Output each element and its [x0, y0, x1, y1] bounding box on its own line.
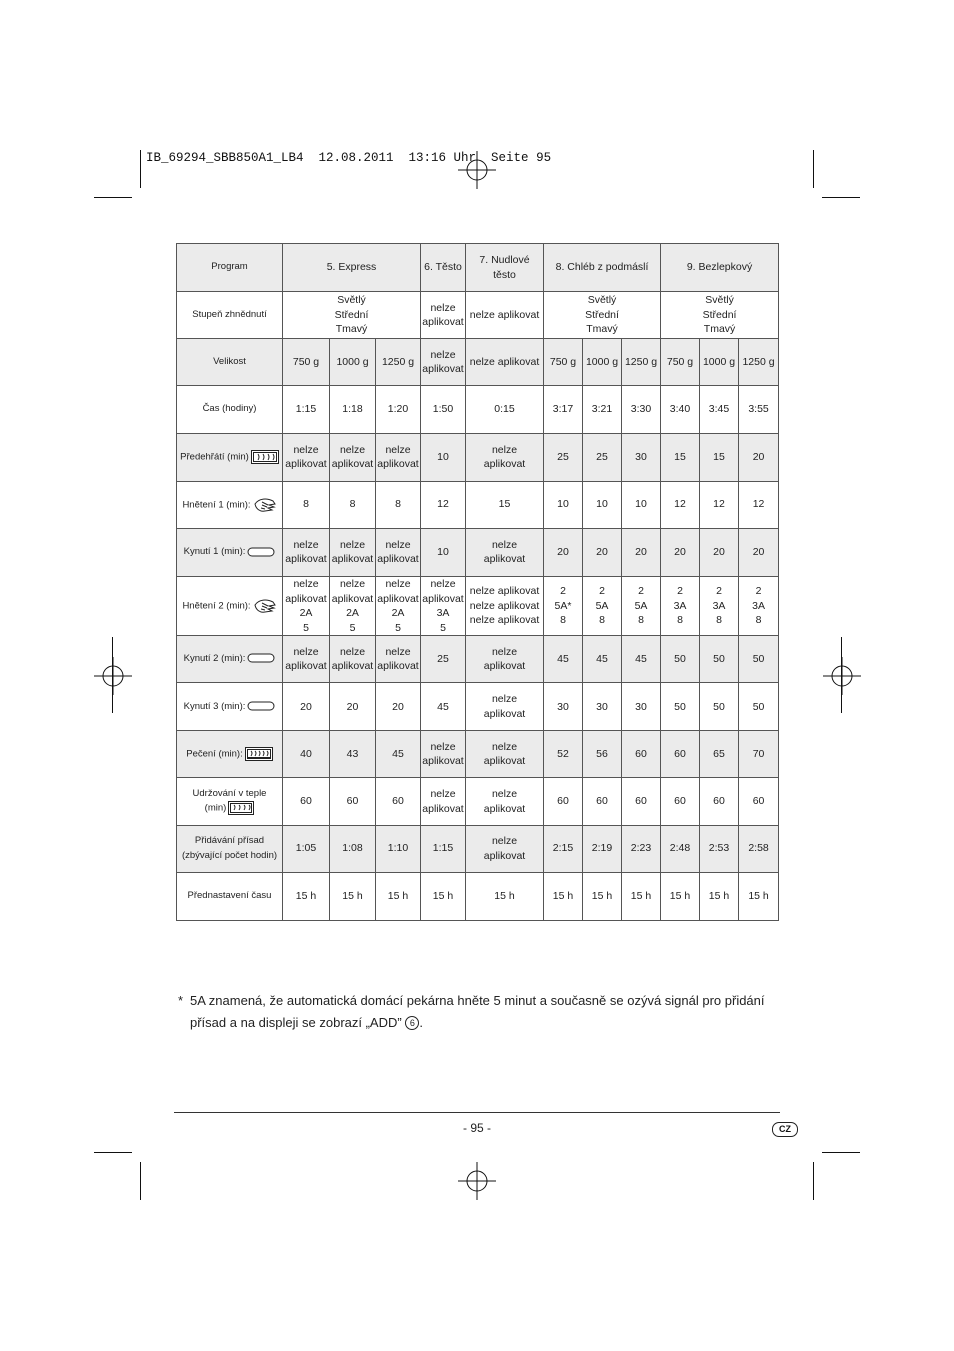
table-cell: 8: [283, 481, 330, 528]
row-header: Přidávání přísad (zbývající počet hodin): [177, 825, 283, 872]
table-cell: 12: [739, 481, 779, 528]
table-cell: 15 h: [421, 872, 466, 920]
reference-number-6: 6: [405, 1016, 419, 1030]
language-badge: CZ: [772, 1122, 798, 1137]
table-cell: 3:17: [544, 386, 583, 433]
program-header: 9. Bezlepkový: [661, 244, 779, 292]
table-cell: 50: [739, 683, 779, 731]
table-cell: 20: [622, 528, 661, 576]
rise-icon: [245, 653, 275, 664]
size-cell: 1000 g: [330, 339, 376, 386]
row-header: Kynutí 1 (min):: [177, 528, 283, 576]
table-cell: 2 3A 8: [661, 576, 700, 635]
crop-mark: [140, 150, 141, 188]
size-cell: 750 g: [544, 339, 583, 386]
table-cell: 8: [330, 481, 376, 528]
row-header: Kynutí 2 (min):: [177, 636, 283, 683]
browning-levels: Světlý Střední Tmavý: [544, 292, 661, 339]
table-cell: 50: [661, 683, 700, 731]
table-cell: nelze aplikovat 3A 5: [421, 576, 466, 635]
crop-mark: [822, 1152, 860, 1153]
program-table: [176, 243, 779, 921]
browning-na: nelze aplikovat: [466, 292, 544, 339]
size-cell: 1000 g: [583, 339, 622, 386]
table-cell: nelze aplikovat nelze aplikovat nelze aplikovat: [466, 576, 544, 635]
size-cell: 1250 g: [622, 339, 661, 386]
row-header-browning: Stupeň zhnědnutí: [177, 292, 283, 339]
table-cell: 2:48: [661, 825, 700, 872]
table-cell: 8: [376, 481, 421, 528]
crop-mark: [813, 1162, 814, 1200]
table-cell: 12: [700, 481, 739, 528]
table-cell: 43: [330, 731, 376, 778]
table-cell: 60: [700, 778, 739, 825]
table-cell: 15: [661, 433, 700, 481]
knead-icon: [251, 499, 277, 510]
table-cell: 50: [700, 636, 739, 683]
table-cell: 50: [739, 636, 779, 683]
size-cell: 1250 g: [376, 339, 421, 386]
table-cell: 12: [421, 481, 466, 528]
table-cell: 45: [376, 731, 421, 778]
table-cell: 40: [283, 731, 330, 778]
row-header: Hnětení 2 (min):: [177, 576, 283, 635]
row-header: Předehřátí (min): [177, 433, 283, 481]
table-cell: 10: [544, 481, 583, 528]
table-cell: 1:10: [376, 825, 421, 872]
crop-mark: [140, 1162, 141, 1200]
size-cell: 1000 g: [700, 339, 739, 386]
table-cell: 1:08: [330, 825, 376, 872]
table-cell: 60: [330, 778, 376, 825]
footnote: [178, 990, 788, 1034]
table-cell: 30: [583, 683, 622, 731]
table-cell: 25: [583, 433, 622, 481]
browning-levels: Světlý Střední Tmavý: [283, 292, 421, 339]
table-cell: 3:55: [739, 386, 779, 433]
table-cell: nelze aplikovat: [466, 433, 544, 481]
table-cell: 15: [700, 433, 739, 481]
table-cell: nelze aplikovat: [376, 433, 421, 481]
table-cell: 50: [661, 636, 700, 683]
table-cell: 60: [739, 778, 779, 825]
table-cell: nelze aplikovat: [283, 636, 330, 683]
bake-icon: [243, 748, 273, 759]
table-cell: 10: [421, 433, 466, 481]
table-cell: 3:30: [622, 386, 661, 433]
table-cell: nelze aplikovat: [466, 528, 544, 576]
table-cell: 3:21: [583, 386, 622, 433]
row-header: Hnětení 1 (min):: [177, 481, 283, 528]
crop-mark: [841, 637, 842, 713]
table-cell: 15 h: [466, 872, 544, 920]
table-cell: 2:53: [700, 825, 739, 872]
table-cell: nelze aplikovat: [376, 636, 421, 683]
table-cell: 45: [583, 636, 622, 683]
table-cell: nelze aplikovat: [466, 825, 544, 872]
table-cell: 1:05: [283, 825, 330, 872]
table-cell: 2:19: [583, 825, 622, 872]
table-cell: nelze aplikovat 2A 5: [330, 576, 376, 635]
table-cell: 60: [583, 778, 622, 825]
table-cell: 20: [330, 683, 376, 731]
table-cell: 3:45: [700, 386, 739, 433]
table-cell: 45: [544, 636, 583, 683]
row-header: Čas (hodiny): [177, 386, 283, 433]
table-cell: 15 h: [622, 872, 661, 920]
page-number: - 95 -: [462, 1121, 491, 1135]
table-cell: 15 h: [376, 872, 421, 920]
table-cell: 45: [421, 683, 466, 731]
table-cell: nelze aplikovat: [466, 683, 544, 731]
program-header: 6. Těsto: [421, 244, 466, 292]
table-cell: 15 h: [330, 872, 376, 920]
table-cell: 65: [700, 731, 739, 778]
footnote-star: *: [178, 993, 184, 1008]
table-cell: 60: [544, 778, 583, 825]
table-cell: nelze aplikovat: [330, 636, 376, 683]
size-na: nelze aplikovat: [466, 339, 544, 386]
table-cell: nelze aplikovat 2A 5: [376, 576, 421, 635]
table-cell: 60: [622, 731, 661, 778]
crop-mark: [822, 197, 860, 198]
table-cell: 20: [376, 683, 421, 731]
table-cell: 30: [622, 433, 661, 481]
registration-mark-icon: [458, 151, 496, 189]
table-cell: 20: [739, 528, 779, 576]
table-cell: nelze aplikovat: [283, 528, 330, 576]
footnote-text: 5A znamená, že automatická domácí pekárna hněte 5 minut a současně se ozývá signál pro přidání přísad a na displeji se zobrazí „ADD”: [190, 993, 765, 1030]
table-cell: 10: [622, 481, 661, 528]
table-cell: 10: [583, 481, 622, 528]
table-cell: 45: [622, 636, 661, 683]
table-cell: 30: [544, 683, 583, 731]
table-cell: 20: [583, 528, 622, 576]
crop-mark: [813, 150, 814, 188]
table-cell: 50: [700, 683, 739, 731]
row-header-size: Velikost: [177, 339, 283, 386]
table-cell: 2 5A 8: [583, 576, 622, 635]
table-cell: nelze aplikovat: [421, 778, 466, 825]
browning-na: nelze aplikovat: [421, 292, 466, 339]
knead-icon: [251, 601, 277, 612]
table-cell: 60: [376, 778, 421, 825]
keep-warm-icon: [226, 803, 254, 814]
table-cell: 52: [544, 731, 583, 778]
program-header: 8. Chléb z podmáslí: [544, 244, 661, 292]
table-cell: 0:15: [466, 386, 544, 433]
table-cell: 1:50: [421, 386, 466, 433]
table-cell: 20: [544, 528, 583, 576]
table-cell: nelze aplikovat: [376, 528, 421, 576]
table-cell: nelze aplikovat: [421, 731, 466, 778]
preheat-icon: [249, 451, 279, 462]
registration-mark-icon: [823, 657, 861, 695]
footnote-end: .: [419, 1015, 423, 1030]
table-cell: 56: [583, 731, 622, 778]
registration-mark-icon: [94, 657, 132, 695]
table-cell: 3:40: [661, 386, 700, 433]
crop-mark: [94, 197, 132, 198]
table-cell: 30: [622, 683, 661, 731]
row-header: Pečení (min):: [177, 731, 283, 778]
table-cell: 15 h: [700, 872, 739, 920]
table-cell: 2:15: [544, 825, 583, 872]
row-header: Udržování v teple (min): [177, 778, 283, 825]
row-header: Kynutí 3 (min):: [177, 683, 283, 731]
crop-mark: [112, 637, 113, 713]
table-cell: 25: [421, 636, 466, 683]
table-cell: 20: [283, 683, 330, 731]
table-cell: nelze aplikovat: [466, 731, 544, 778]
size-na: nelze aplikovat: [421, 339, 466, 386]
table-cell: 2 3A 8: [700, 576, 739, 635]
table-cell: 2 3A 8: [739, 576, 779, 635]
table-cell: 1:18: [330, 386, 376, 433]
table-cell: 60: [283, 778, 330, 825]
row-header: Přednastavení času: [177, 872, 283, 920]
registration-mark-icon: [458, 1162, 496, 1200]
table-cell: 2:23: [622, 825, 661, 872]
table-cell: 15: [466, 481, 544, 528]
row-header-program: Program: [177, 244, 283, 292]
table-cell: 15 h: [661, 872, 700, 920]
table-cell: 20: [739, 433, 779, 481]
size-cell: 750 g: [661, 339, 700, 386]
table-cell: 2:58: [739, 825, 779, 872]
table-cell: 60: [622, 778, 661, 825]
table-cell: 12: [661, 481, 700, 528]
print-header: IB_69294_SBB850A1_LB4 12.08.2011 13:16 Uhr Seite 95: [146, 151, 552, 165]
size-cell: 1250 g: [739, 339, 779, 386]
table-cell: nelze aplikovat 2A 5: [283, 576, 330, 635]
table-cell: nelze aplikovat: [330, 433, 376, 481]
table-cell: 60: [661, 731, 700, 778]
table-cell: 60: [661, 778, 700, 825]
table-cell: 15 h: [583, 872, 622, 920]
table-cell: 1:15: [421, 825, 466, 872]
table-cell: nelze aplikovat: [283, 433, 330, 481]
rise-icon: [245, 546, 275, 557]
program-header: 7. Nudlové těsto: [466, 244, 544, 292]
table-cell: nelze aplikovat: [466, 636, 544, 683]
browning-levels: Světlý Střední Tmavý: [661, 292, 779, 339]
crop-mark: [94, 1152, 132, 1153]
table-cell: 1:20: [376, 386, 421, 433]
table-cell: 1:15: [283, 386, 330, 433]
table-cell: 20: [661, 528, 700, 576]
table-cell: 20: [700, 528, 739, 576]
table-cell: 15 h: [544, 872, 583, 920]
table-cell: nelze aplikovat: [466, 778, 544, 825]
table-cell: 15 h: [283, 872, 330, 920]
program-header: 5. Express: [283, 244, 421, 292]
rise-icon: [245, 701, 275, 712]
table-cell: 25: [544, 433, 583, 481]
footer-rule: [174, 1112, 780, 1113]
size-cell: 750 g: [283, 339, 330, 386]
table-cell: 2 5A 8: [622, 576, 661, 635]
table-cell: nelze aplikovat: [330, 528, 376, 576]
table-cell: 2 5A* 8: [544, 576, 583, 635]
table-cell: 70: [739, 731, 779, 778]
table-cell: 10: [421, 528, 466, 576]
table-cell: 15 h: [739, 872, 779, 920]
